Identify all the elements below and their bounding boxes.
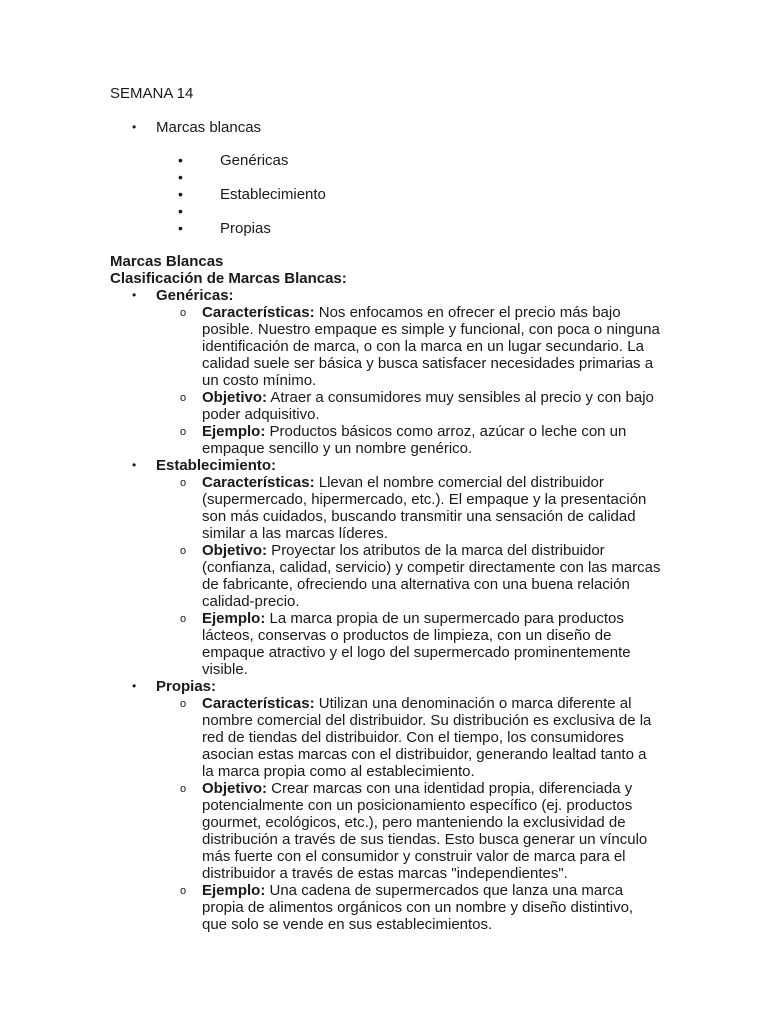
circle-bullet-icon: o xyxy=(180,426,187,438)
category-item xyxy=(110,457,670,474)
point-label: Objetivo: xyxy=(202,780,268,797)
bullet-icon: • xyxy=(178,220,183,236)
point-text: Crear marcas con una identidad propia, diferenciada y potencialmente con un posicionamiento específico (ej. productos gourmet, ecológicos, etc.), pero manteniendo la exclusividad de distribución a través de sus tiendas. Esto busca generar un vínculo más fuerte con el consumidor y construir valor de marca para el distribuidor a través de estas marcas "independientes". xyxy=(202,780,648,882)
outline-sub-label: Genéricas xyxy=(220,152,289,169)
circle-bullet-icon: o xyxy=(180,392,187,404)
point-label: Características: xyxy=(202,474,315,491)
category-point xyxy=(110,423,662,457)
point-label: Objetivo: xyxy=(202,389,268,406)
circle-bullet-icon: o xyxy=(180,698,187,710)
category-name: Establecimiento: xyxy=(156,457,277,474)
bullet-icon: • xyxy=(132,120,137,134)
circle-bullet-icon: o xyxy=(180,545,187,557)
point-label: Ejemplo: xyxy=(202,423,266,440)
bullet-icon: • xyxy=(178,186,183,202)
point-text: Nos enfocamos en ofrecer el precio más bajo posible. Nuestro empaque es simple y funcional, con poca o ninguna identificación de marca, o con la marca en un lugar secundario. La calidad suele ser básica y busca satisfacer necesidades primarias a un costo mínimo. xyxy=(202,304,660,389)
point-text: Proyectar los atributos de la marca del distribuidor (confianza, calidad, servicio) y competir directamente con las marcas de fabricante, ofreciendo una alternativa con una buena relación calidad-precio. xyxy=(202,542,661,610)
outline-main-label: Marcas blancas xyxy=(156,119,262,136)
category-point xyxy=(110,542,662,610)
point-text: Llevan el nombre comercial del distribuidor (supermercado, hipermercado, etc.). El empaque y la presentación son más cuidados, buscando transmitir una sensación de calidad similar a las marcas líderes. xyxy=(202,474,647,542)
point-label: Ejemplo: xyxy=(202,610,266,627)
point-text: Una cadena de supermercados que lanza una marca propia de alimentos orgánicos con un nombre y diseño distintivo, que solo se vende en sus establecimientos. xyxy=(202,882,634,933)
category-point xyxy=(110,780,662,882)
section-subtitle: Clasificación de Marcas Blancas: xyxy=(110,270,347,287)
category-name: Genéricas: xyxy=(156,287,234,304)
bullet-icon: • xyxy=(178,203,183,219)
outline-sub-label: Propias xyxy=(220,220,271,237)
classification-section xyxy=(110,253,670,933)
circle-bullet-icon: o xyxy=(180,477,187,489)
category-item xyxy=(110,678,670,695)
point-text: Atraer a consumidores muy sensibles al precio y con bajo poder adquisitivo. xyxy=(202,389,654,423)
category-point xyxy=(110,610,662,678)
circle-bullet-icon: o xyxy=(180,783,187,795)
point-text: Productos básicos como arroz, azúcar o leche con un empaque sencillo y un nombre genérico. xyxy=(202,423,627,457)
category-point xyxy=(110,882,662,933)
point-label: Objetivo: xyxy=(202,542,268,559)
point-text: La marca propia de un supermercado para productos lácteos, conservas o productos de limpieza, con un diseño de empaque atractivo y el logo del supermercado prominentemente visible. xyxy=(202,610,631,678)
category-point xyxy=(110,304,662,389)
bullet-icon: • xyxy=(132,458,137,472)
point-label: Características: xyxy=(202,695,315,712)
point-label: Características: xyxy=(202,304,315,321)
circle-bullet-icon: o xyxy=(180,307,187,319)
section-title: Marcas Blancas xyxy=(110,253,224,270)
bullet-icon: • xyxy=(132,288,137,302)
category-name: Propias: xyxy=(156,678,217,695)
circle-bullet-icon: o xyxy=(180,613,187,625)
circle-bullet-icon: o xyxy=(180,885,187,897)
category-point xyxy=(110,389,662,423)
point-label: Ejemplo: xyxy=(202,882,266,899)
category-item xyxy=(110,287,670,304)
outline-sub-label: Establecimiento xyxy=(220,186,326,203)
bullet-icon: • xyxy=(132,679,137,693)
category-point xyxy=(110,474,662,542)
bullet-icon: • xyxy=(178,169,183,185)
point-text: Utilizan una denominación o marca diferente al nombre comercial del distribuidor. Su distribución es exclusiva de la red de tiendas del distribuidor. Con el tiempo, los consumidores asocian estas marcas con el distribuidor, generando lealtad tanto a la marca propia como al establecimiento. xyxy=(202,695,652,780)
week-heading: SEMANA 14 xyxy=(110,85,194,102)
category-point xyxy=(110,695,662,780)
bullet-icon: • xyxy=(178,152,183,168)
